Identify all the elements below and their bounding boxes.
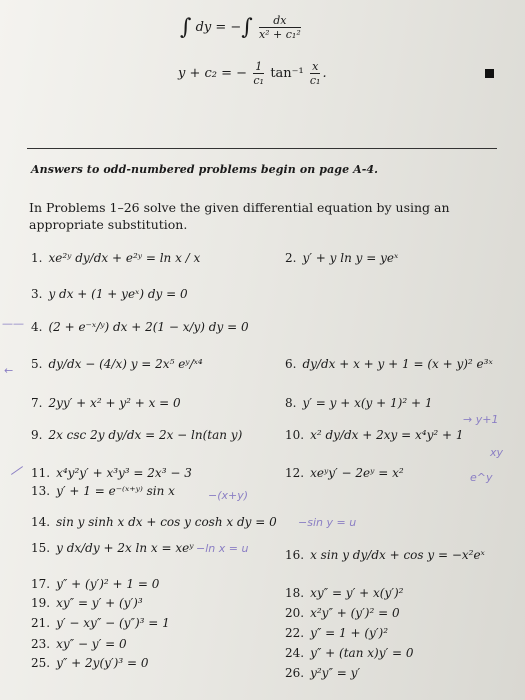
problem-11 [31, 466, 192, 480]
problem-number: 22. [285, 626, 305, 640]
problem-3 [31, 287, 188, 301]
problem-equation: y dx + (1 + yeˣ) dy = 0 [48, 287, 188, 301]
problem-equation: xeʸy′ − 2eʸ = x² [310, 466, 404, 480]
problem-number: 25. [31, 656, 51, 670]
eq2-period: . [322, 66, 327, 81]
problem-number: 15. [31, 541, 51, 555]
problem-equation: dy/dx + x + y + 1 = (x + y)² e³ˣ [302, 357, 493, 371]
problem-equation: x sin y dy/dx + cos y = −x²eˣ [310, 548, 485, 562]
problem-equation: (2 + e⁻ˣ/ʸ) dx + 2(1 − x/y) dy = 0 [48, 320, 249, 334]
problem-number: 19. [31, 596, 51, 610]
problem-9 [31, 428, 242, 442]
problem-12 [285, 466, 404, 480]
problem-19 [31, 596, 143, 610]
problem-number: 10. [285, 428, 305, 442]
problem-21 [31, 616, 170, 630]
problem-number: 23. [31, 637, 51, 651]
problem-25 [31, 656, 148, 670]
problem-equation: x²y″ + (y′)² = 0 [310, 606, 400, 620]
problem-23 [31, 637, 127, 651]
end-of-proof-square [485, 69, 494, 78]
problem-22 [285, 626, 388, 640]
problem-7 [31, 396, 181, 410]
problem-number: 17. [31, 577, 51, 591]
problem-number: 20. [285, 606, 305, 620]
eq2-denominator-2: c₁ [309, 74, 321, 87]
problem-number: 2. [285, 251, 297, 265]
problem-number: 13. [31, 484, 51, 498]
problem-equation: y dx/dy + 2x ln x = xeʸ [56, 541, 194, 555]
eq2-denominator: c₁ [253, 74, 264, 87]
problem-number: 26. [285, 666, 305, 680]
problem-17 [31, 577, 159, 591]
eq2-left: y + c₂ = − [178, 66, 248, 81]
problem-5 [31, 357, 203, 371]
eq1-numerator: dx [259, 14, 301, 28]
problem-number: 24. [285, 646, 305, 660]
problem-15 [31, 541, 194, 555]
problem-10 [285, 428, 463, 442]
handwritten-note-8: → y+1 [463, 413, 499, 426]
problem-14 [31, 515, 277, 529]
problem-number: 12. [285, 466, 305, 480]
integral-sign-2: ∫ [241, 15, 253, 40]
top-equation-2 [178, 60, 327, 87]
problem-24 [285, 646, 414, 660]
problem-number: 14. [31, 515, 51, 529]
problem-equation: y″ + (tan x)y′ = 0 [310, 646, 414, 660]
problem-1 [31, 251, 200, 265]
problem-4 [31, 320, 249, 334]
problem-equation: xy″ = y′ + x(y′)² [310, 586, 404, 600]
problem-number: 4. [31, 320, 43, 334]
eq2-numerator-2: x [310, 60, 321, 74]
problem-number: 1. [31, 251, 43, 265]
problem-26 [285, 666, 360, 680]
problem-equation: y″ + (y′)² + 1 = 0 [56, 577, 160, 591]
section-divider [27, 148, 497, 149]
eq1-denominator: x² + c₁² [258, 28, 301, 41]
problem-equation: xy″ = y′ + (y′)³ [56, 596, 143, 610]
problem-equation: y′ + y ln y = yeˣ [302, 251, 399, 265]
problem-equation: x² dy/dx + 2xy = x⁴y² + 1 [310, 428, 464, 442]
problem-number: 7. [31, 396, 43, 410]
problem-equation: y²y″ = y′ [310, 666, 361, 680]
problem-8 [285, 396, 432, 410]
problem-equation: xy″ − y′ = 0 [56, 637, 127, 651]
problem-equation: y′ + 1 = e⁻⁽ˣ⁺ʸ⁾ sin x [56, 484, 175, 498]
problem-equation: y′ − xy″ − (y″)³ = 1 [56, 616, 170, 630]
answers-heading: Answers to odd-numbered problems begin on page A-4. [31, 163, 379, 176]
problem-number: 18. [285, 586, 305, 600]
handwritten-note-13: −(x+y) [208, 489, 249, 502]
problem-equation: x⁴y²y′ + x³y³ = 2x³ − 3 [56, 466, 192, 480]
handwritten-note-15: −ln x = u [196, 542, 249, 555]
problem-number: 3. [31, 287, 43, 301]
problem-equation: y″ + 2y(y′)³ = 0 [56, 656, 149, 670]
top-equation-1: ∫ dy = −∫ $\frac{dx}{\text{x² + c₁²}}$ [180, 14, 301, 41]
problem-number: 11. [31, 466, 51, 480]
handwritten-note-10: xy [490, 446, 504, 459]
handwritten-arrow-5: ← [4, 364, 14, 377]
problem-equation: y″ = 1 + (y′)² [310, 626, 389, 640]
problem-number: 5. [31, 357, 43, 371]
problem-equation: sin y sinh x dx + cos y cosh x dy = 0 [56, 515, 277, 529]
integral-sign: ∫ [180, 15, 192, 40]
problem-18 [285, 586, 403, 600]
problem-number: 6. [285, 357, 297, 371]
problem-equation: dy/dx − (4/x) y = 2x⁵ eʸ/ˣ⁴ [48, 357, 203, 371]
handwritten-note-12: e^y [470, 471, 493, 484]
problem-20 [285, 606, 400, 620]
problem-2 [285, 251, 398, 265]
problem-equation: xe²ʸ dy/dx + e²ʸ = ln x / x [48, 251, 201, 265]
problem-number: 16. [285, 548, 305, 562]
problem-16 [285, 548, 485, 562]
problem-equation: 2yy′ + x² + y² + x = 0 [48, 396, 181, 410]
instructions-text: In Problems 1–26 solve the given differential equation by using an appropriate substitution. [29, 200, 450, 232]
eq2-arctan: tan⁻¹ [270, 66, 304, 81]
eq2-numerator: 1 [255, 60, 263, 73]
problem-13 [31, 484, 175, 498]
problem-number: 8. [285, 396, 297, 410]
handwritten-mark-11 [11, 466, 23, 475]
problem-number: 21. [31, 616, 51, 630]
handwritten-note-14: −sin y = u [298, 516, 357, 529]
problem-6 [285, 357, 493, 371]
handwritten-dash-4: —— [2, 317, 24, 330]
problem-number: 9. [31, 428, 43, 442]
problem-equation: y′ = y + x(y + 1)² + 1 [302, 396, 433, 410]
problem-equation: 2x csc 2y dy/dx = 2x − ln(tan y) [48, 428, 243, 442]
